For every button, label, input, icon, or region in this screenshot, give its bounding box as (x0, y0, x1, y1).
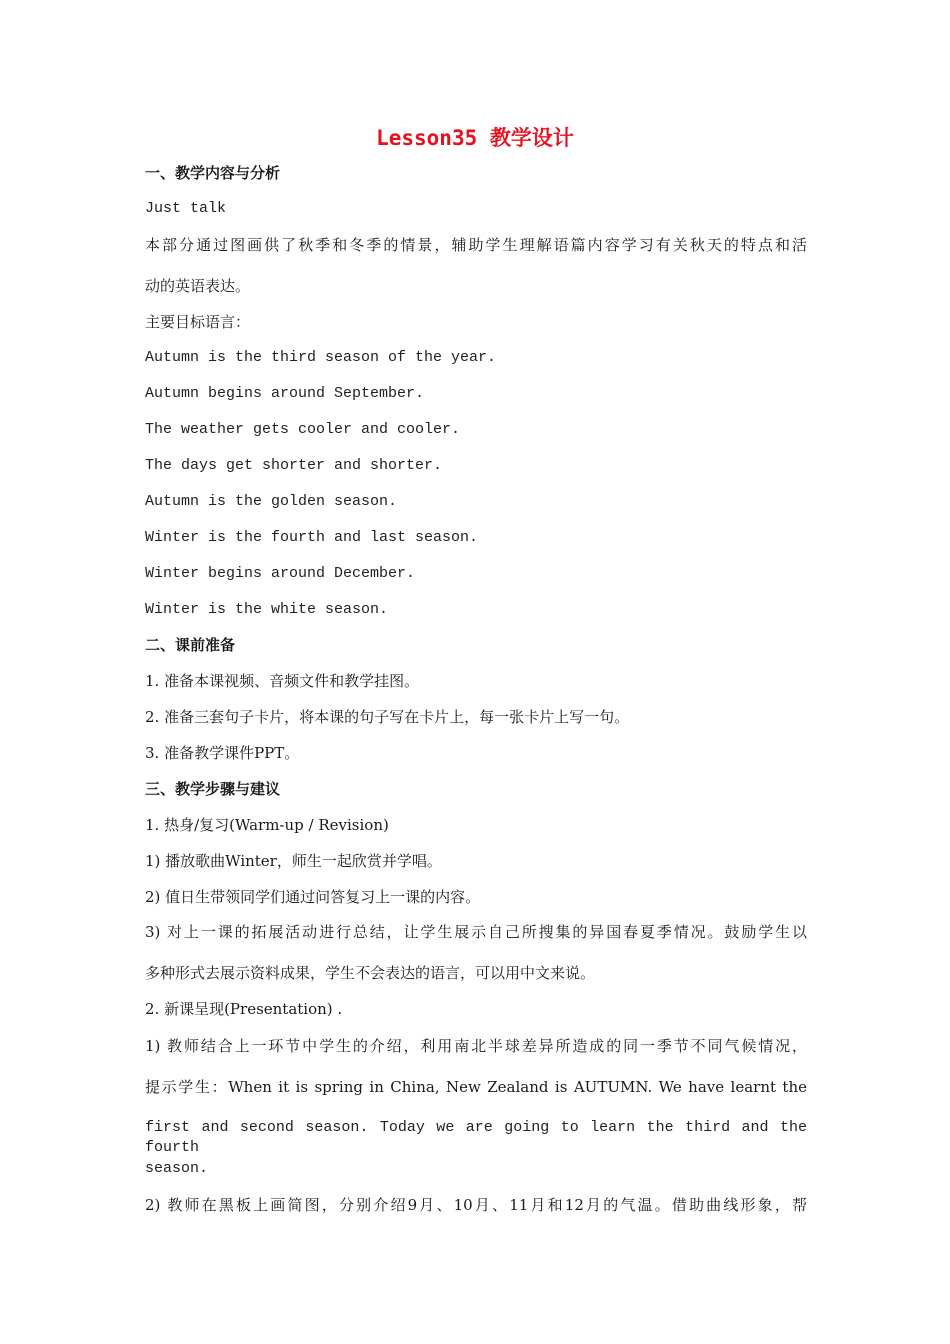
target-sentence: Winter is the fourth and last season. (145, 529, 479, 546)
paragraph-line: 提示学生：When it is spring in China, New Zealand is AUTUMN. We have learnt the (145, 1078, 807, 1096)
paragraph-line: 动的英语表达。 (145, 277, 251, 295)
step-heading: 1. 热身/复习(Warm-up / Revision) (145, 816, 389, 834)
page-title: Lesson35 教学设计 (376, 126, 574, 150)
list-item: 1) 教师结合上一环节中学生的介绍，利用南北半球差异所造成的同一季节不同气候情况， (145, 1037, 807, 1055)
list-item: 1. 准备本课视频、音频文件和教学挂图。 (145, 672, 420, 690)
target-sentence: Winter is the white season. (145, 601, 389, 618)
list-item: 2) 教师在黑板上画简图，分别介绍9月、10月、11月和12月的气温。借助曲线形象，帮 (145, 1196, 807, 1214)
step-heading: 2. 新课呈现(Presentation) . (145, 1000, 343, 1018)
target-sentence: Autumn is the golden season. (145, 493, 398, 510)
target-sentence: The weather gets cooler and cooler. (145, 421, 461, 438)
section-heading-content-analysis: 一、教学内容与分析 (145, 164, 281, 182)
target-sentence: Winter begins around December. (145, 565, 416, 582)
section-heading-teaching-steps: 三、教学步骤与建议 (145, 780, 281, 798)
list-item: 3. 准备教学课件PPT。 (145, 744, 300, 762)
list-item: 2) 值日生带领同学们通过问答复习上一课的内容。 (145, 888, 481, 906)
target-sentence: Autumn is the third season of the year. (145, 349, 497, 366)
target-sentence: Autumn begins around September. (145, 385, 425, 402)
section-heading-preparation: 二、课前准备 (145, 636, 236, 654)
paragraph-line: 多种形式去展示资料成果，学生不会表达的语言，可以用中文来说。 (145, 964, 596, 982)
paragraph-line: Just talk (145, 200, 227, 217)
list-item: 2. 准备三套句子卡片，将本课的句子写在卡片上，每一张卡片上写一句。 (145, 708, 630, 726)
paragraph-line: 主要目标语言： (145, 313, 251, 331)
paragraph-line: 本部分通过图画供了秋季和冬季的情景，辅助学生理解语篇内容学习有关秋天的特点和活 (145, 236, 807, 254)
paragraph-line: first and second season. Today we are going to learn the third and the fourth (145, 1119, 807, 1156)
list-item: 3) 对上一课的拓展活动进行总结，让学生展示自己所搜集的异国春夏季情况。鼓励学生以 (145, 923, 807, 941)
paragraph-line: season. (145, 1160, 209, 1177)
list-item: 1) 播放歌曲Winter，师生一起欣赏并学唱。 (145, 852, 442, 870)
target-sentence: The days get shorter and shorter. (145, 457, 443, 474)
